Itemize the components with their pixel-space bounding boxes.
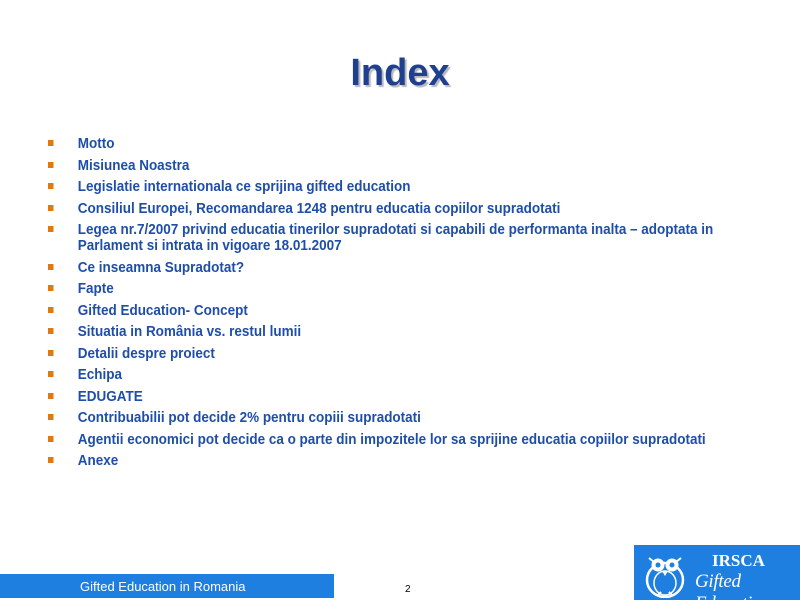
bullet-text: Echipa — [77, 367, 122, 383]
bullet-item-legislatie — [48, 179, 718, 195]
square-bullet-icon — [48, 350, 54, 356]
logo-subtitle: Gifted Education — [695, 571, 771, 614]
bullet-text: Agentii economici pot decide ca o parte din impozitele lor sa sprijine educatia copiilor supradotati — [77, 431, 706, 448]
bullet-text: EDUGATE — [77, 388, 143, 405]
logo-title: IRSCA — [712, 551, 765, 570]
bullet-item-fapte — [48, 281, 718, 297]
page-number: 2 — [405, 584, 411, 595]
square-bullet-icon — [48, 285, 54, 291]
owl-icon — [638, 550, 692, 603]
bullet-item-contribuabilii — [48, 410, 718, 426]
bullet-text: Consiliul Europei, Recomandarea 1248 pentru educatia copiilor supradotati — [77, 200, 561, 217]
bullet-item-detalii — [48, 346, 718, 362]
bullet-item-concept — [48, 303, 718, 319]
bullet-item-supradotat — [48, 260, 718, 276]
bullet-text: Misiunea Noastra — [77, 157, 190, 174]
bullet-text: Legislatie internationala ce sprijina gifted education — [77, 179, 411, 195]
square-bullet-icon — [48, 264, 54, 270]
square-bullet-icon — [48, 328, 54, 334]
bullet-item-consiliul — [48, 201, 718, 217]
square-bullet-icon — [48, 457, 54, 463]
square-bullet-icon — [48, 393, 54, 399]
square-bullet-icon — [48, 371, 54, 377]
bullet-item-legea — [48, 222, 718, 254]
irsca-logo — [634, 545, 800, 614]
bullet-item-misiunea — [48, 158, 718, 174]
square-bullet-icon — [48, 205, 54, 211]
bullet-text: Gifted Education- Concept — [77, 302, 248, 319]
square-bullet-icon — [48, 140, 54, 146]
bullet-item-motto — [48, 136, 718, 152]
bullet-item-situatia — [48, 324, 718, 340]
square-bullet-icon — [48, 226, 54, 232]
bullet-item-edugate — [48, 389, 718, 405]
bullet-text: Motto — [77, 136, 115, 152]
bullet-text: Legea nr.7/2007 privind educatia tinerilor supradotati si capabili de performanta inalta – adoptata in Parlament si intrata in vigoare 18.01.2007 — [77, 222, 714, 254]
square-bullet-icon — [48, 436, 54, 442]
bullet-text: Ce inseamna Supradotat? — [77, 259, 245, 276]
slide-title: Index — [350, 52, 450, 94]
square-bullet-icon — [48, 307, 54, 313]
bullet-item-anexe — [48, 453, 718, 469]
bullet-text: Fapte — [77, 281, 114, 297]
footer-bar — [0, 574, 334, 598]
bullet-item-agentii — [48, 432, 718, 448]
bullet-item-echipa — [48, 367, 718, 383]
bullet-text: Contribuabilii pot decide 2% pentru copiii supradotati — [77, 410, 421, 426]
square-bullet-icon — [48, 162, 54, 168]
bullet-text: Situatia in România vs. restul lumii — [77, 324, 302, 340]
bullet-text: Anexe — [77, 453, 119, 469]
footer-title: Gifted Education in Romania — [80, 579, 246, 594]
bullet-text: Detalii despre proiect — [77, 345, 215, 362]
bullet-list — [48, 136, 768, 475]
square-bullet-icon — [48, 414, 54, 420]
square-bullet-icon — [48, 183, 54, 189]
